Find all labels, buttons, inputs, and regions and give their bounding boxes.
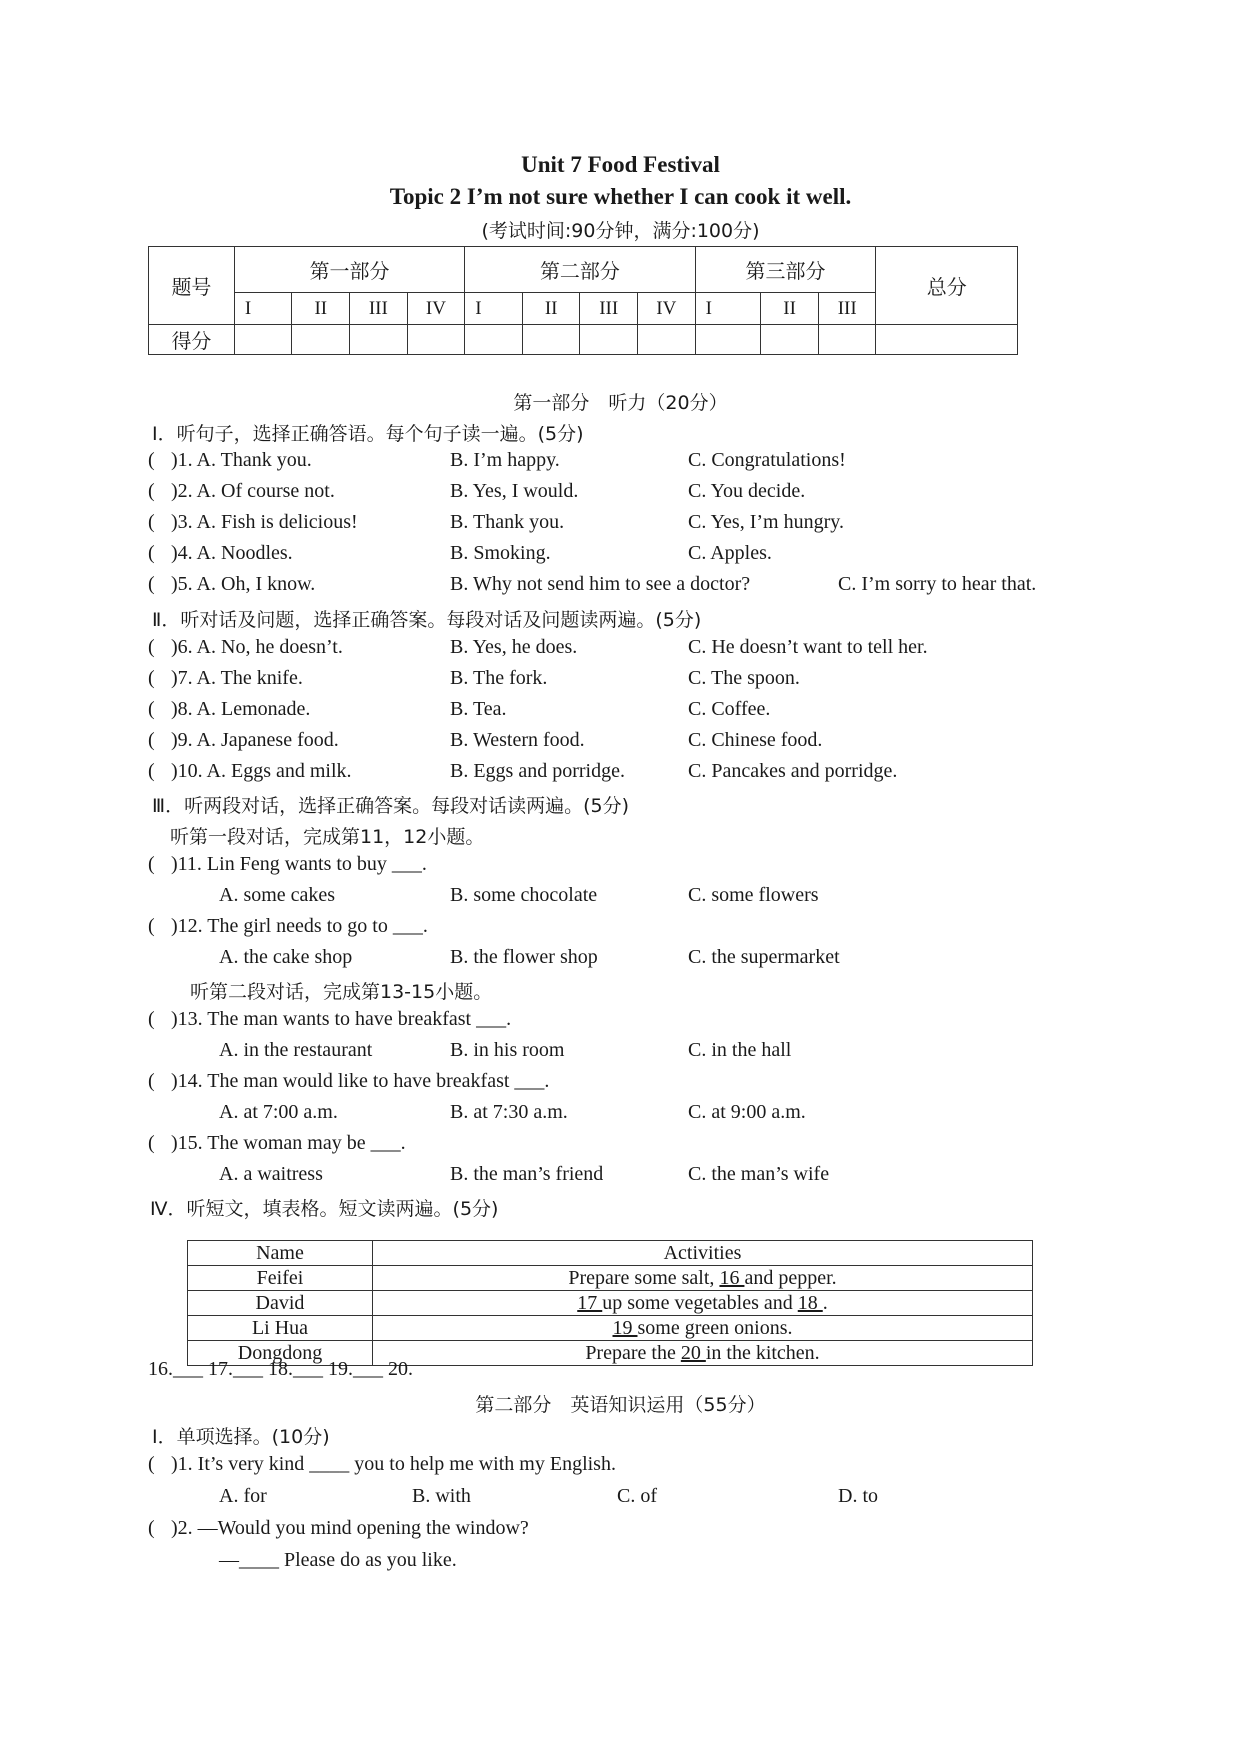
option-c: C. Congratulations!: [688, 449, 846, 471]
fill-table-name: Dongdong: [188, 1341, 373, 1366]
question-stem: )2. A. Of course not.: [171, 480, 335, 502]
score-cell[interactable]: [761, 325, 819, 355]
fill-table-activity: [373, 1291, 1033, 1316]
question-stem: )8. A. Lemonade.: [171, 698, 311, 720]
option-b: B. Smoking.: [450, 542, 551, 564]
option-c: C. some flowers: [688, 884, 819, 906]
score-table-section: IV: [638, 293, 696, 325]
activity-text: up some vegetables and: [602, 1292, 798, 1314]
activity-text: and pepper.: [744, 1267, 837, 1289]
option-c: C. Apples.: [688, 542, 772, 564]
blank-18[interactable]: 18: [797, 1292, 823, 1314]
part1-sec4-heading: Ⅳ．听短文，填表格。短文读两遍。(5分): [150, 1198, 499, 1220]
score-cell[interactable]: [818, 325, 876, 355]
activity-text: Prepare the: [585, 1342, 681, 1364]
question-stem: )12. The girl needs to go to ___.: [171, 915, 428, 937]
option-b: B. I’m happy.: [450, 449, 560, 471]
fill-table-name: Feifei: [188, 1266, 373, 1291]
question-stem: )15. The woman may be ___.: [171, 1132, 406, 1154]
score-table: [148, 246, 1018, 355]
option-b: B. the man’s friend: [450, 1163, 604, 1185]
option-c: C. He doesn’t want to tell her.: [688, 636, 928, 658]
score-table-label-header: 题号: [149, 247, 235, 325]
option-c: C. I’m sorry to hear that.: [838, 573, 1037, 595]
option-b: B. Yes, I would.: [450, 480, 579, 502]
score-table-part2-header: 第二部分: [465, 247, 695, 293]
option-b: B. the flower shop: [450, 946, 598, 968]
option-c: C. at 9:00 a.m.: [688, 1101, 806, 1123]
question-stem: )1. A. Thank you.: [171, 449, 312, 471]
answer-line[interactable]: 16.___ 17.___ 18.___ 19.___ 20.: [148, 1358, 413, 1380]
option-c: C. Chinese food.: [688, 729, 823, 751]
score-table-section: III: [350, 293, 408, 325]
question-stem: )10. A. Eggs and milk.: [171, 760, 352, 782]
question-stem: )4. A. Noodles.: [171, 542, 293, 564]
exam-title: Unit 7 Food Festival: [521, 152, 720, 177]
question-stem: )2. —Would you mind opening the window?: [171, 1517, 529, 1539]
part1-sec3-sub2: 听第二段对话，完成第13-15小题。: [190, 981, 493, 1003]
score-table-section: III: [580, 293, 638, 325]
fill-table-header-name: Name: [188, 1241, 373, 1266]
blank-16[interactable]: 16: [719, 1267, 745, 1289]
activity-text: some green onions.: [637, 1317, 793, 1339]
option-c: C. You decide.: [688, 480, 806, 502]
score-table-part1-header: 第一部分: [234, 247, 464, 293]
question-paren[interactable]: (: [148, 511, 155, 533]
score-table-total-header: 总分: [876, 247, 1018, 325]
score-cell[interactable]: [234, 325, 292, 355]
option-b: B. at 7:30 a.m.: [450, 1101, 568, 1123]
option-c: C. the man’s wife: [688, 1163, 830, 1185]
question-stem: )6. A. No, he doesn’t.: [171, 636, 343, 658]
option-b: B. Yes, he does.: [450, 636, 578, 658]
score-cell[interactable]: [522, 325, 580, 355]
question-paren[interactable]: (: [148, 1070, 155, 1092]
option-c: C. Coffee.: [688, 698, 771, 720]
question-response: —____ Please do as you like.: [219, 1549, 457, 1571]
fill-table-activity: [373, 1341, 1033, 1366]
exam-info: (考试时间:90分钟，满分:100分): [481, 220, 760, 242]
question-paren[interactable]: (: [148, 1453, 155, 1475]
blank-17[interactable]: 17: [577, 1292, 603, 1314]
score-cell[interactable]: [580, 325, 638, 355]
option-b: B. Why not send him to see a doctor?: [450, 573, 751, 595]
activity-text: in the kitchen.: [705, 1342, 820, 1364]
part1-sec2-heading: Ⅱ．听对话及问题，选择正确答案。每段对话及问题读两遍。(5分): [152, 609, 702, 631]
fill-table-name: Li Hua: [188, 1316, 373, 1341]
fill-table-activity: [373, 1266, 1033, 1291]
blank-20[interactable]: 20: [680, 1342, 706, 1364]
option-b: B. Western food.: [450, 729, 585, 751]
fill-table-header-activities: Activities: [373, 1241, 1033, 1266]
question-paren[interactable]: (: [148, 1132, 155, 1154]
question-paren[interactable]: (: [148, 915, 155, 937]
score-cell[interactable]: [350, 325, 408, 355]
option-a: A. the cake shop: [219, 946, 353, 968]
score-table-section: I: [234, 293, 292, 325]
option-b: B. Tea.: [450, 698, 507, 720]
option-c: C. The spoon.: [688, 667, 800, 689]
option-a: A. some cakes: [219, 884, 336, 906]
option-b: B. with: [412, 1485, 471, 1507]
question-paren[interactable]: (: [148, 853, 155, 875]
question-paren[interactable]: (: [148, 573, 155, 595]
part2-sec1-heading: Ⅰ．单项选择。(10分): [152, 1426, 330, 1448]
question-paren[interactable]: (: [148, 698, 155, 720]
question-paren[interactable]: (: [148, 480, 155, 502]
score-cell-total[interactable]: [876, 325, 1018, 355]
score-cell[interactable]: [638, 325, 696, 355]
part1-sec3-heading: Ⅲ．听两段对话，选择正确答案。每段对话读两遍。(5分): [152, 795, 630, 817]
question-stem: )5. A. Oh, I know.: [171, 573, 316, 595]
part2-heading: 第二部分 英语知识运用（55分）: [475, 1394, 766, 1416]
part1-sec3-sub1: 听第一段对话，完成第11，12小题。: [170, 826, 485, 848]
question-stem: )14. The man would like to have breakfast ___.: [171, 1070, 550, 1092]
fill-table-name: David: [188, 1291, 373, 1316]
option-c: C. Yes, I’m hungry.: [688, 511, 844, 533]
question-paren[interactable]: (: [148, 542, 155, 564]
question-stem: )7. A. The knife.: [171, 667, 303, 689]
fill-table: [187, 1240, 1033, 1366]
score-table-section: II: [522, 293, 580, 325]
score-table-section: I: [695, 293, 761, 325]
score-table-section: III: [818, 293, 876, 325]
question-stem: )11. Lin Feng wants to buy ___.: [171, 853, 427, 875]
option-d: D. to: [838, 1485, 878, 1507]
score-table-part3-header: 第三部分: [695, 247, 876, 293]
option-b: B. in his room: [450, 1039, 565, 1061]
option-b: B. some chocolate: [450, 884, 598, 906]
question-paren[interactable]: (: [148, 667, 155, 689]
exam-subtitle: Topic 2 I’m not sure whether I can cook it well.: [389, 184, 852, 209]
fill-table-activity: [373, 1316, 1033, 1341]
question-stem: )3. A. Fish is delicious!: [171, 511, 358, 533]
option-a: A. in the restaurant: [219, 1039, 373, 1061]
part1-sec1-heading: Ⅰ．听句子，选择正确答语。每个句子读一遍。(5分): [152, 423, 584, 445]
question-paren[interactable]: (: [148, 1008, 155, 1030]
score-cell[interactable]: [695, 325, 761, 355]
score-table-section: II: [761, 293, 819, 325]
option-c: C. Pancakes and porridge.: [688, 760, 898, 782]
part1-heading: 第一部分 听力（20分）: [513, 392, 728, 414]
score-cell[interactable]: [407, 325, 465, 355]
blank-19[interactable]: 19: [612, 1317, 638, 1339]
score-table-section: I: [465, 293, 523, 325]
score-table-score-label: 得分: [149, 325, 235, 355]
score-cell[interactable]: [292, 325, 350, 355]
question-stem: )9. A. Japanese food.: [171, 729, 339, 751]
question-paren[interactable]: (: [148, 1517, 155, 1539]
option-a: A. for: [219, 1485, 267, 1507]
option-b: B. Thank you.: [450, 511, 565, 533]
option-b: B. The fork.: [450, 667, 548, 689]
option-a: A. at 7:00 a.m.: [219, 1101, 338, 1123]
question-paren[interactable]: (: [148, 760, 155, 782]
option-a: A. a waitress: [219, 1163, 323, 1185]
question-paren[interactable]: (: [148, 449, 155, 471]
option-c: C. the supermarket: [688, 946, 840, 968]
option-c: C. of: [617, 1485, 657, 1507]
option-b: B. Eggs and porridge.: [450, 760, 625, 782]
score-cell[interactable]: [465, 325, 523, 355]
question-paren[interactable]: (: [148, 729, 155, 751]
activity-text: Prepare some salt,: [568, 1267, 720, 1289]
question-stem: )13. The man wants to have breakfast ___.: [171, 1008, 512, 1030]
score-table-section: IV: [407, 293, 465, 325]
option-c: C. in the hall: [688, 1039, 792, 1061]
score-table-section: II: [292, 293, 350, 325]
question-paren[interactable]: (: [148, 636, 155, 658]
activity-text: .: [822, 1292, 828, 1314]
question-stem: )1. It’s very kind ____ you to help me with my English.: [171, 1453, 616, 1475]
